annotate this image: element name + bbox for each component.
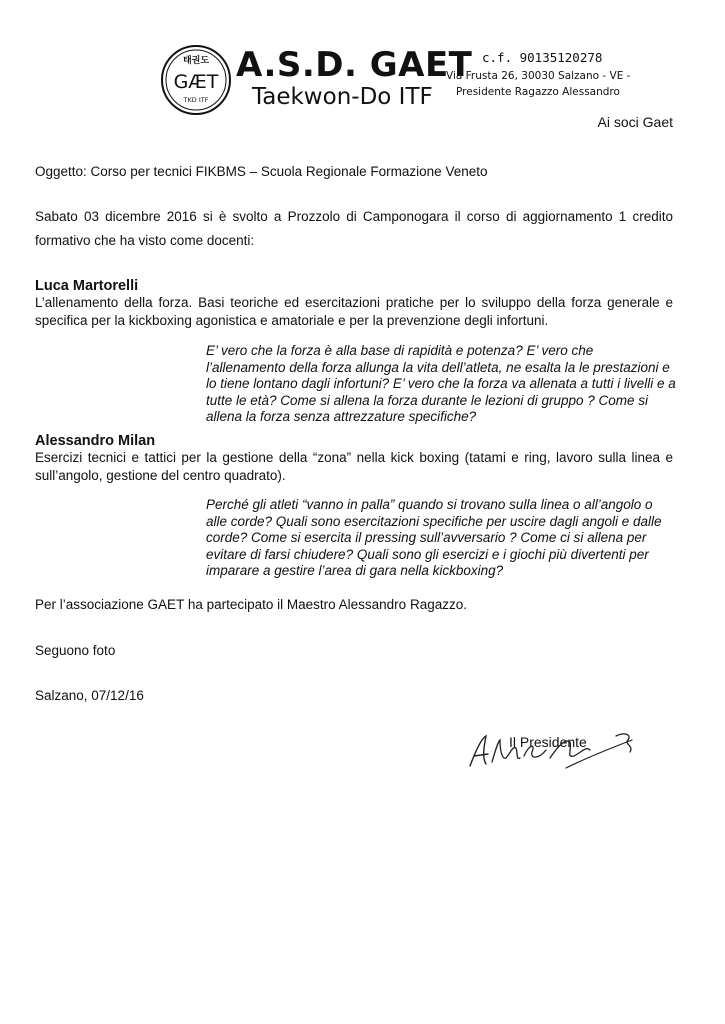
place-date: Salzano, 07/12/16 — [35, 688, 144, 703]
teacher-description-2: Esercizi tecnici e tattici per la gestione della “zona” nella kick boxing (tatami e ring, lavoro sulla linea e sull’angolo, gestione del centro quadrato). — [35, 450, 673, 483]
teacher-name-2: Alessandro Milan — [35, 433, 156, 449]
signature-label: Il Presidente — [509, 734, 587, 750]
teacher-description-1: L’allenamento della forza. Basi teoriche ed esercitazioni pratiche per lo sviluppo della forza generale e specifica per la kickboxing agonistica e amatoriale e per la prevenzione degli infortuni. — [35, 295, 673, 328]
teacher-questions-1: E’ vero che la forza è alla base di rapidità e potenza? E’ vero che l’allenamento della forza allunga la vita dell’atleta, ne esalta la le prestazioni e lo tiene lontano dagli infortuni? E’ vero che la forza va allenata a tutti i livelli e a tutte le età? Come si allena la forza durante le lezioni di gruppo ? Come si allena la forza senza attrezzature specifiche? — [206, 343, 676, 425]
logo-bottom-text: TKD ITF — [183, 96, 209, 104]
recipient: Ai soci Gaet — [597, 114, 673, 130]
subject-line: Oggetto: Corso per tecnici FIKBMS – Scuola Regionale Formazione Veneto — [35, 164, 488, 179]
fiscal-code: c.f. 90135120278 — [482, 50, 603, 65]
logo-main-text: GÆT — [173, 71, 219, 93]
participation-line: Per l’associazione GAET ha partecipato il Maestro Alessandro Ragazzo. — [35, 597, 467, 612]
teacher-name-1: Luca Martorelli — [35, 278, 139, 294]
logo-top-text: 태권도 — [182, 56, 210, 66]
photos-note: Seguono foto — [35, 643, 116, 658]
president-line: Presidente Ragazzo Alessandro — [456, 86, 620, 98]
intro-line-2: formativo che ha visto come docenti: — [35, 233, 255, 248]
org-address: Via Frusta 26, 30030 Salzano - VE - — [446, 70, 631, 82]
org-subtitle: Taekwon-Do ITF — [252, 84, 433, 110]
teacher-questions-2: Perché gli atleti “vanno in palla” quando si trovano sulla linea o all’angolo o alle corde? Quali sono esercitazioni specifiche per uscire dagli angoli e dalle corde? Come si esercita il pressing sull’avversario ? Come ci si allena per evitare di farsi chiudere? Quali sono gli esercizi e i giochi più divertenti per imparare a gestire l’area di gara nella kickboxing? — [206, 497, 662, 579]
handwritten-signature — [466, 728, 644, 772]
intro-line-1: Sabato 03 dicembre 2016 si è svolto a Prozzolo di Camponogara il corso di aggiornamento 1 credito — [35, 209, 673, 224]
gaet-logo — [160, 44, 232, 116]
org-name: A.S.D. GAET — [236, 45, 473, 85]
